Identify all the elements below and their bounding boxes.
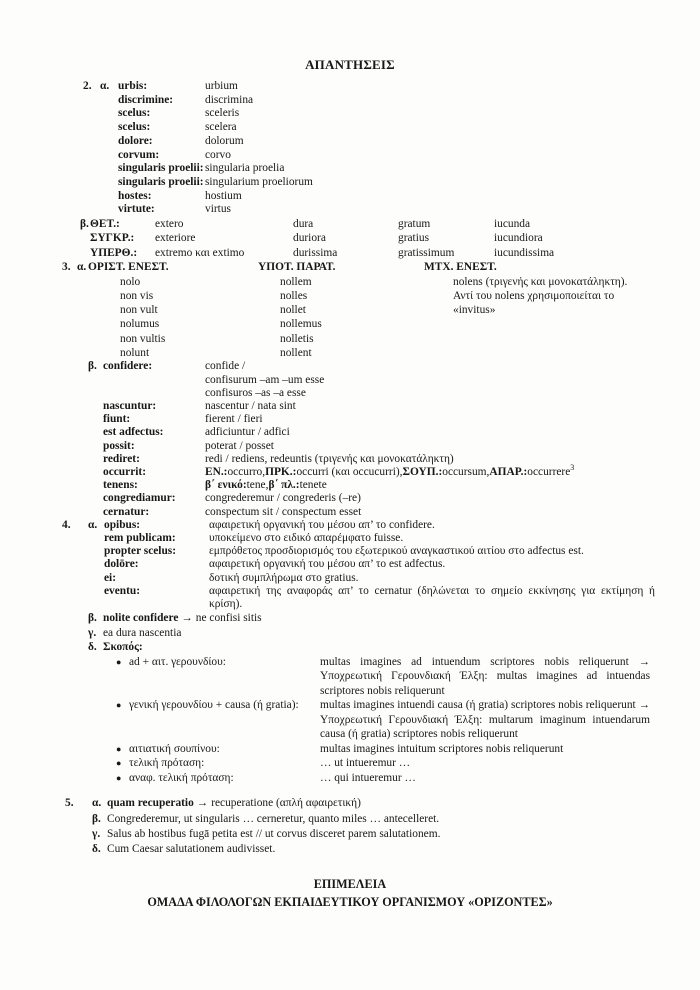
conjugation-column-subjunctive: [280, 275, 453, 361]
answer-text: recuperatione (απλή αφαιρετική): [211, 797, 361, 810]
list-heading: Σκοπός:: [103, 641, 143, 654]
term-value: singularium proeliorum: [205, 175, 313, 188]
term-value: conspectum sit / conspectum esset: [205, 505, 362, 518]
degree-cell: iucundissima: [494, 246, 555, 259]
bullet-value: multas imagines ad intuendum scriptores nobis reliquerunt → Υποχρεωτική Γερουνδιακή Έλξη: multas imagines ad intuendas scriptores nobis reliquerunt: [320, 655, 650, 697]
degree-label: ΣΥΓΚΡ.:: [90, 232, 135, 245]
answer-text: Cum Caesar salutationem audivisset.: [107, 843, 276, 856]
term-label: virtute:: [118, 203, 155, 216]
term-label: hostes:: [118, 189, 152, 202]
bullet-value: multas imagines intuitum scriptores nobis reliquerunt: [320, 742, 564, 755]
term-label: corvum:: [118, 148, 160, 161]
term-value: redi / rediens, redeuntis (τριγενής και μονοκατάληκτη): [205, 452, 454, 465]
item-letter: γ.: [88, 626, 97, 639]
bullet-item: [0, 655, 700, 699]
page-title: ΑΠΑΝΤΗΣΕΙΣ: [305, 57, 395, 72]
bullet-item: [0, 698, 700, 742]
value-text: tenete: [299, 479, 327, 492]
section-4a: [0, 519, 700, 611]
section-number: 4.: [62, 518, 71, 531]
term-list: [118, 80, 700, 217]
participle-note: Αντί του nolens χρησιμοποιείται το: [453, 289, 615, 302]
term-value: [205, 479, 327, 492]
bullet-value: … qui intueremur …: [320, 771, 416, 784]
term-row: [118, 190, 700, 204]
term-value: virtus: [205, 203, 231, 216]
syntax-label: dolōre:: [104, 558, 139, 571]
bullet-item: [0, 756, 700, 771]
bullet-label: ad + αιτ. γερουνδίου:: [129, 655, 226, 668]
verb-form: nolles: [280, 289, 308, 302]
section-number: 2.: [83, 80, 92, 92]
verb-form: non vis: [120, 289, 154, 302]
footer-line: ΟΜΑΔΑ ΦΙΛΟΛΟΓΩΝ ΕΚΠΑΙΔΕΥΤΙΚΟΥ ΟΡΓΑΝΙΣΜΟΥ «ΟΡΙΖΟΝΤΕΣ»: [147, 895, 553, 910]
bullet-label: τελική πρόταση:: [129, 757, 205, 770]
degree-cell: extero: [155, 218, 184, 231]
degree-cell: gratissimum: [398, 246, 455, 259]
term-row-tenens: [103, 479, 700, 492]
item-letter: α.: [100, 80, 110, 92]
answer-text: Congrederemur, ut singularis … cerneretur, quanto miles … antecelleret.: [107, 812, 440, 825]
term-row-occurrit: [103, 463, 700, 479]
participle-note: nolens (τριγενής και μονοκατάληκτη).: [453, 275, 628, 288]
answer-line: [103, 611, 262, 626]
section-2b: [0, 217, 700, 260]
term-label: fiunt:: [103, 413, 131, 426]
syntax-row: [104, 558, 700, 571]
section-5b: [0, 812, 700, 827]
term-label: tenens:: [103, 479, 138, 492]
section-2a: [0, 80, 700, 217]
term-label: dolore:: [118, 134, 153, 147]
value-text: occurro,: [227, 465, 266, 478]
section-number: 3.: [62, 261, 71, 274]
term-value: discrimina: [205, 93, 254, 106]
term-label: singularis proelii:: [118, 162, 204, 175]
degree-row: [90, 217, 700, 231]
degree-table: [90, 217, 700, 260]
item-letter: α.: [88, 518, 98, 531]
verb-form: nolunt: [120, 347, 150, 360]
column-header: ΟΡΙΣΤ. ΕΝΕΣΤ.: [88, 261, 169, 274]
participle-note: «invitus»: [453, 304, 496, 317]
syntax-label: ei:: [104, 571, 117, 584]
syntax-label: opibus:: [104, 518, 141, 531]
section-4g: [0, 626, 700, 641]
term-label: scelus:: [118, 121, 151, 134]
term-label: urbis:: [118, 80, 148, 92]
conjugation-column-indicative: [120, 275, 280, 361]
syntax-value: εμπρόθετος προσδιορισμός του εξωτερικού αναγκαστικού αιτίου στο adfectus est.: [209, 545, 584, 558]
footnote-marker: 3: [570, 463, 575, 473]
term-value: dolorum: [205, 134, 244, 147]
verb-form: non vultis: [120, 332, 166, 345]
syntax-value: αφαιρετική οργανική του μέσου απ’ το est adfectus.: [209, 558, 446, 571]
term-label: est adfectus:: [103, 426, 164, 439]
abbrev-label: ΑΠΑΡ.:: [489, 465, 528, 478]
value-line: confisuros –as –a esse: [205, 386, 306, 399]
section-4d: [0, 640, 700, 655]
section-5a: [0, 796, 700, 811]
term-label: rediret:: [103, 452, 140, 465]
term-row: [103, 453, 700, 466]
syntax-value: αφαιρετική της αναφοράς απ’ το cernatur (δηλώνεται το σημείο εκκίνησης για εκτίμηση ή κρίση).: [209, 584, 655, 610]
answer-text: Salus ab hostibus fugā petita est // ut corvus disceret parem salutationem.: [107, 828, 441, 841]
abbrev-label: ΠΡΚ.:: [265, 465, 297, 478]
degree-cell: gratius: [398, 232, 430, 245]
term-row: [118, 94, 700, 108]
syntax-row: [104, 532, 700, 545]
term-row: [118, 107, 700, 121]
term-row: [118, 162, 700, 176]
term-value: scelera: [205, 121, 237, 134]
value-text: occursum,: [442, 465, 490, 478]
degree-label: ΘΕΤ.:: [90, 218, 120, 231]
section-4b: [0, 611, 700, 626]
syntax-label: eventu:: [104, 584, 141, 597]
answer-text: ne confisi sitis: [195, 612, 262, 625]
syntax-value: δοτική συμπλήρωμα στο gratius.: [209, 571, 359, 584]
footer-credit: [0, 875, 700, 912]
item-letter: α.: [77, 261, 87, 274]
term-row: [118, 135, 700, 149]
item-letter: γ.: [92, 828, 101, 841]
item-letter: β.: [88, 360, 97, 373]
degree-cell: dura: [293, 218, 314, 231]
section-3b: [0, 360, 700, 518]
bullet-icon: ●: [116, 758, 122, 769]
degree-cell: extremo και extimo: [155, 246, 245, 259]
term-value: congrederemur / congrederis (–re): [205, 492, 361, 505]
value-line: confisurum –am –um esse: [205, 373, 325, 386]
term-row: [103, 426, 700, 439]
latin-phrase: quam recuperatio: [107, 797, 194, 810]
syntax-label: propter scelus:: [104, 545, 177, 558]
bullet-label: αναφ. τελική πρόταση:: [129, 771, 234, 784]
degree-row: [90, 246, 700, 260]
term-row: [118, 80, 700, 94]
degree-cell: durissima: [293, 246, 338, 259]
syntax-row: [104, 585, 700, 611]
section-3a-data: [0, 275, 700, 361]
item-letter: α.: [92, 797, 102, 810]
verb-form: nolo: [120, 275, 141, 288]
syntax-value: αφαιρετική οργανική του μέσου απ’ το confidere.: [209, 518, 435, 531]
item-letter: δ.: [92, 843, 101, 856]
verb-form: nollent: [280, 347, 312, 360]
term-value: [205, 360, 324, 400]
two-line-value: [205, 374, 324, 400]
term-label: possit:: [103, 439, 135, 452]
term-label: singularis proelii:: [118, 175, 204, 188]
degree-row: [90, 231, 700, 245]
term-row: [118, 149, 700, 163]
degree-cell: iucundiora: [494, 232, 543, 245]
value-text: occurri (και occucurri),: [296, 465, 403, 478]
term-row: [103, 440, 700, 453]
item-letter: δ.: [88, 641, 97, 654]
term-rows: [103, 492, 700, 518]
bullet-value: multas imagines intuendi causa (ή gratia) scriptores nobis reliquerunt → Υποχρεωτική Γερουνδιακή Έλξη: multarum imaginum intuendarum causa (ή gratia) scriptores nobis reliquerunt: [320, 699, 650, 741]
syntax-row: [104, 545, 700, 558]
term-row: [103, 506, 700, 519]
bullet-icon: ●: [116, 656, 122, 667]
syntax-label: rem publicam:: [104, 531, 176, 544]
abbrev-label: β΄ πλ.:: [268, 479, 300, 492]
term-row: [103, 413, 700, 426]
purpose-bullet-list: [0, 655, 700, 786]
latin-phrase: nolite confidere: [103, 612, 179, 625]
term-value: nascentur / nata sint: [205, 399, 296, 412]
conjugation-column-participle: [453, 275, 627, 318]
column-header: ΜΤΧ. ΕΝΕΣΤ.: [424, 261, 497, 274]
verb-form: nollet: [280, 304, 306, 317]
footer-line: ΕΠΙΜΕΛΕΙΑ: [313, 876, 387, 891]
bullet-item: [0, 771, 700, 786]
syntax-row: [104, 572, 700, 585]
section-5g: [0, 827, 700, 842]
syntax-row: [104, 519, 700, 532]
arrow-glyph: →: [196, 797, 209, 810]
column-header: ΥΠΟΤ. ΠΑΡΑΤ.: [258, 261, 336, 274]
bullet-label: γενική γερουνδίου + causa (ή gratia):: [129, 699, 299, 712]
item-letter: β.: [80, 218, 89, 231]
term-label: occurrit:: [103, 465, 147, 478]
syntax-list: [104, 519, 700, 611]
bullet-icon: ●: [116, 700, 122, 711]
degree-cell: iucunda: [494, 218, 531, 231]
term-label: discrimine:: [118, 93, 174, 106]
item-letter: β.: [92, 812, 101, 825]
section-number: 5.: [65, 797, 74, 810]
bullet-value: … ut intueremur …: [320, 757, 411, 770]
degree-cell: exteriore: [155, 232, 196, 245]
term-row: [103, 492, 700, 505]
abbrev-label: β΄ ενικό:: [205, 479, 247, 492]
term-row: [103, 360, 700, 400]
term-row: [118, 176, 700, 190]
value-text: tene,: [246, 479, 269, 492]
verb-form: nolumus: [120, 318, 160, 331]
term-value: hostium: [205, 189, 242, 202]
term-value: poterat / posset: [205, 439, 274, 452]
term-value: urbium: [205, 80, 238, 92]
section-5d: [0, 842, 700, 857]
bullet-icon: ●: [116, 772, 122, 783]
term-label: nascuntur:: [103, 399, 157, 412]
degree-label: ΥΠΕΡΘ.:: [90, 246, 138, 259]
verb-answer-list: [103, 360, 700, 518]
item-letter: β.: [88, 612, 97, 625]
abbrev-label: ΕΝ.:: [205, 465, 228, 478]
term-label: confidere:: [103, 360, 153, 373]
bullet-label: αιτιατική σουπίνου:: [129, 742, 220, 755]
term-rows: [103, 400, 700, 466]
term-value: corvo: [205, 148, 231, 161]
verb-form: nollem: [280, 275, 312, 288]
verb-form: nollemus: [280, 318, 322, 331]
abbrev-label: ΣΟΥΠ.:: [402, 465, 443, 478]
term-value: fierent / fieri: [205, 413, 263, 426]
term-label: cernatur:: [103, 505, 150, 518]
term-row: [118, 203, 700, 217]
value-prefix: confide /: [205, 360, 246, 373]
section-3a-header: [0, 260, 700, 274]
term-value: adficiuntur / adfici: [205, 426, 290, 439]
bullet-icon: ●: [116, 743, 122, 754]
term-label: congrediamur:: [103, 492, 176, 505]
degree-cell: gratum: [398, 218, 431, 231]
verb-form: non vult: [120, 304, 158, 317]
term-value: sceleris: [205, 107, 240, 120]
term-label: scelus:: [118, 107, 151, 120]
term-value: singularia proelia: [205, 162, 285, 175]
value-text: occurrere: [527, 465, 571, 478]
arrow-glyph: →: [181, 612, 193, 625]
term-value: [205, 463, 575, 479]
term-row: [103, 400, 700, 413]
term-row: [118, 121, 700, 135]
answer-text: ea dura nascentia: [103, 626, 182, 639]
bullet-item: [0, 742, 700, 757]
verb-form: nolletis: [280, 332, 314, 345]
syntax-value: υποκείμενο στο ειδικό απαρέμφατο fuisse.: [209, 531, 404, 544]
answer-line: [107, 796, 361, 811]
degree-cell: duriora: [293, 232, 326, 245]
